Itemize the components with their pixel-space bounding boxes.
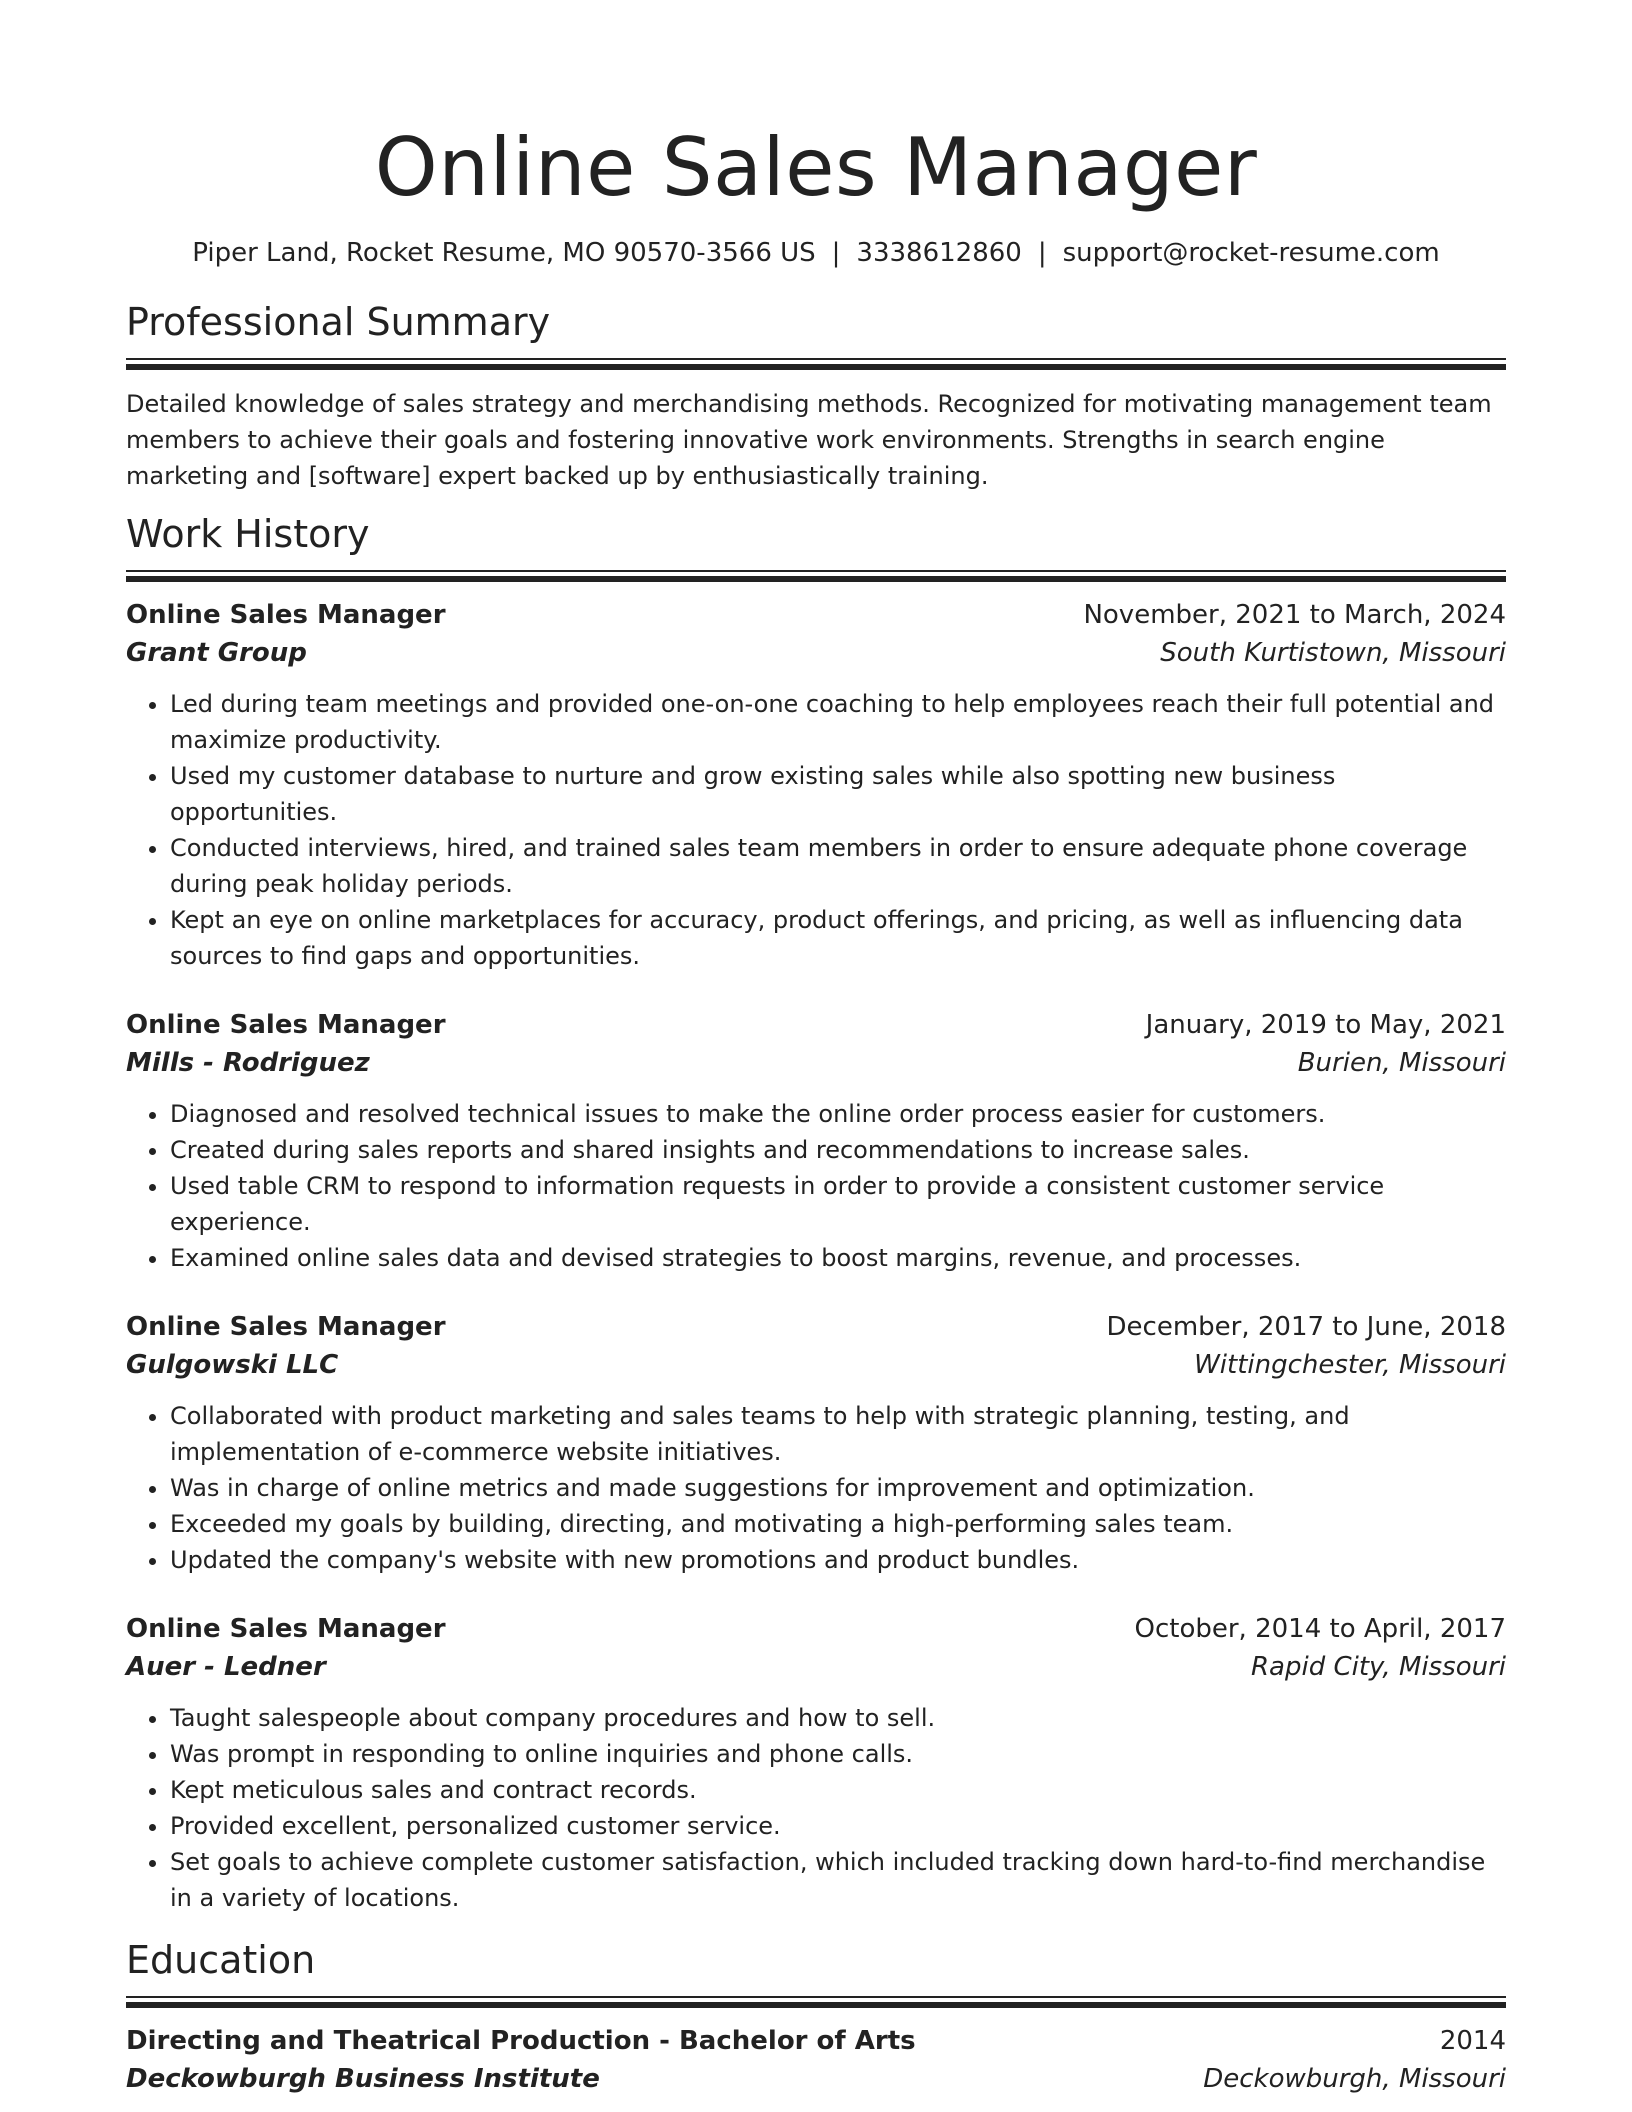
- job-bullet: • Conducted interviews, hired, and trained sales team members in order to ensure adequate phone coverage during peak holiday periods.: [170, 830, 1506, 902]
- job-company: Grant Group: [126, 638, 307, 668]
- job-bullets: [126, 1700, 1506, 1916]
- job-bullet: • Diagnosed and resolved technical issues to make the online order process easier for customers.: [170, 1096, 1506, 1132]
- job-location: Rapid City, Missouri: [1250, 1652, 1506, 1682]
- job-company: Gulgowski LLC: [126, 1350, 339, 1380]
- job-bullet: • Created during sales reports and shared insights and recommendations to increase sales.: [170, 1132, 1506, 1168]
- job-company: Auer - Ledner: [126, 1652, 326, 1682]
- job-dates: November, 2021 to March, 2024: [1083, 600, 1506, 630]
- job-location: Wittingchester, Missouri: [1194, 1350, 1506, 1380]
- job-bullet: • Exceeded my goals by building, directing, and motivating a high-performing sales team.: [170, 1506, 1506, 1542]
- job-title: Online Sales Manager: [126, 600, 446, 630]
- work-history-heading: Work History: [126, 512, 370, 556]
- job-bullet: • Provided excellent, personalized customer service.: [170, 1808, 1506, 1844]
- contact-line: [126, 236, 1506, 270]
- education-section: [126, 1936, 1506, 2098]
- work-history-section: [126, 510, 1506, 1916]
- summary-heading: Professional Summary: [126, 300, 551, 344]
- job-bullet: • Used my customer database to nurture and grow existing sales while also spotting new business opportunities.: [170, 758, 1506, 830]
- job-bullet: • Kept meticulous sales and contract records.: [170, 1772, 1506, 1808]
- job-bullets: [126, 1398, 1506, 1578]
- section-divider: [126, 358, 1506, 370]
- job-bullet: • Led during team meetings and provided one-on-one coaching to help employees reach their full potential and maximize productivity.: [170, 686, 1506, 758]
- education-heading: Education: [126, 1938, 316, 1982]
- page-title: Online Sales Manager: [374, 121, 1258, 214]
- education-location: Deckowburgh, Missouri: [1203, 2064, 1506, 2094]
- job-bullet: • Examined online sales data and devised strategies to boost margins, revenue, and processes.: [170, 1240, 1506, 1276]
- contact-separator: |: [831, 238, 841, 268]
- job-bullet: • Set goals to achieve complete customer satisfaction, which included tracking down hard-to-find merchandise in a variety of locations.: [170, 1844, 1506, 1916]
- job-bullet: • Taught salespeople about company procedures and how to sell.: [170, 1700, 1506, 1736]
- job-dates: December, 2017 to June, 2018: [1106, 1312, 1506, 1342]
- job-bullet: • Was prompt in responding to online inquiries and phone calls.: [170, 1736, 1506, 1772]
- job-title: Online Sales Manager: [126, 1010, 446, 1040]
- job-entry: [126, 1308, 1506, 1578]
- job-bullet: • Was in charge of online metrics and made suggestions for improvement and optimization.: [170, 1470, 1506, 1506]
- education-school: Deckowburgh Business Institute: [126, 2064, 600, 2094]
- contact-separator: |: [1037, 238, 1047, 268]
- contact-email: support@rocket-resume.com: [1062, 238, 1440, 268]
- education-degree: Directing and Theatrical Production - Bachelor of Arts: [126, 2026, 916, 2056]
- summary-text: Detailed knowledge of sales strategy and merchandising methods. Recognized for motivating management team members to achieve their goals and fostering innovative work environments. Strengths in search engine marketing and [software] expert backed up by enthusiastically training.: [126, 390, 1492, 490]
- job-entry: [126, 1006, 1506, 1276]
- job-bullets: [126, 1096, 1506, 1276]
- section-divider: [126, 1996, 1506, 2008]
- job-bullets: [126, 686, 1506, 974]
- job-bullet: • Collaborated with product marketing and sales teams to help with strategic planning, testing, and implementation of e-commerce website initiatives.: [170, 1398, 1506, 1470]
- contact-address: Piper Land, Rocket Resume, MO 90570-3566 US: [192, 238, 816, 268]
- education-entry: [126, 2022, 1506, 2098]
- job-title: Online Sales Manager: [126, 1614, 446, 1644]
- job-location: Burien, Missouri: [1297, 1048, 1506, 1078]
- section-divider: [126, 570, 1506, 582]
- job-company: Mills - Rodriguez: [126, 1048, 370, 1078]
- job-bullet: • Updated the company's website with new promotions and product bundles.: [170, 1542, 1506, 1578]
- education-year: 2014: [1439, 2026, 1506, 2056]
- job-bullet: • Kept an eye on online marketplaces for accuracy, product offerings, and pricing, as well as influencing data sources to find gaps and opportunities.: [170, 902, 1506, 974]
- job-title: Online Sales Manager: [126, 1312, 446, 1342]
- job-dates: January, 2019 to May, 2021: [1145, 1010, 1506, 1040]
- job-dates: October, 2014 to April, 2017: [1134, 1614, 1506, 1644]
- job-bullet: • Used table CRM to respond to information requests in order to provide a consistent customer service experience.: [170, 1168, 1506, 1240]
- contact-phone: 3338612860: [856, 238, 1022, 268]
- job-entry: [126, 596, 1506, 974]
- job-entry: [126, 1610, 1506, 1916]
- job-location: South Kurtistown, Missouri: [1160, 638, 1506, 668]
- summary-section: [126, 298, 1506, 494]
